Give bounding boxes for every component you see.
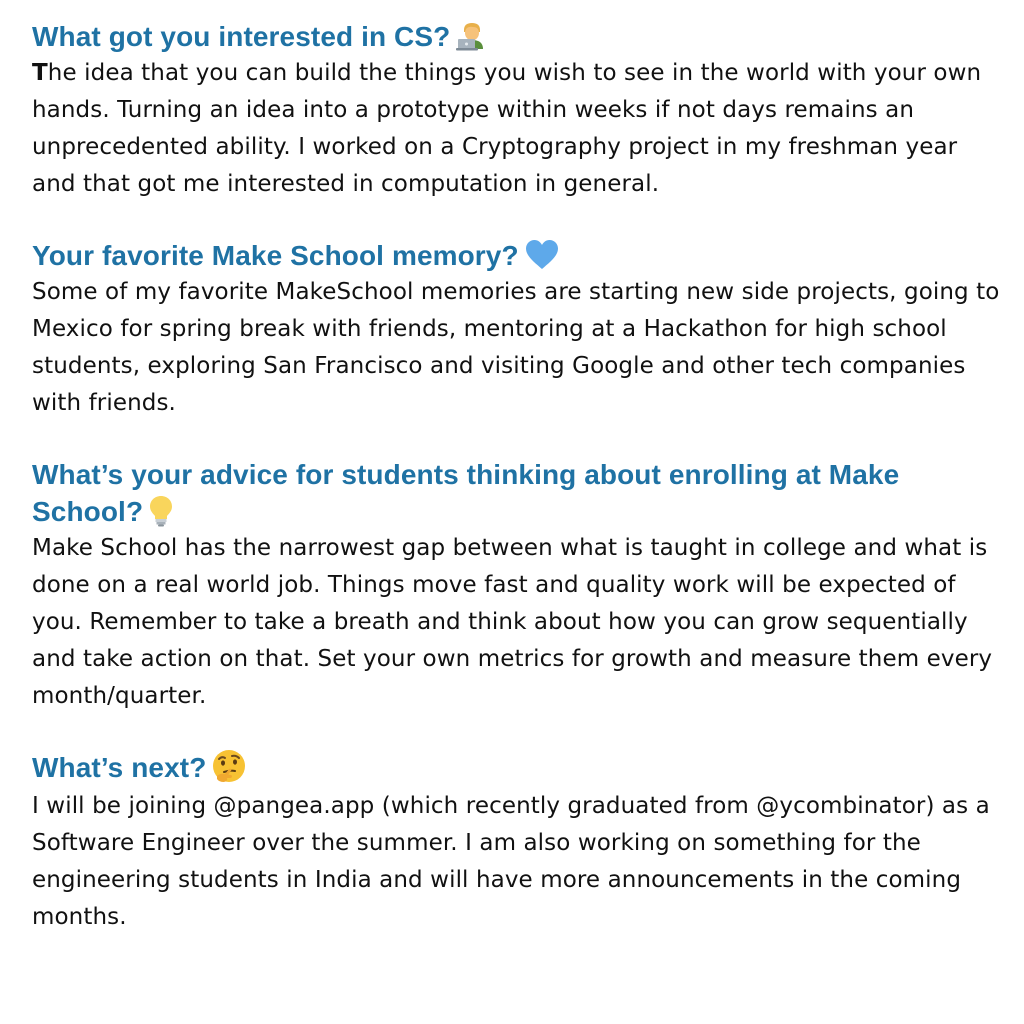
answer-text: I will be joining @pangea.app (which recently graduated from @ycombinator) as a Software Engineer over the summer. I am also working on something for the engineering students in India and will have more announcements in the coming months. (32, 792, 990, 930)
answer-text (32, 55, 1002, 203)
technologist-icon (455, 21, 489, 51)
answer-first-letter: T (32, 60, 48, 86)
thinking-face-icon (211, 749, 247, 785)
answer-body: he idea that you can build the things you wish to see in the world with your own hands. Turning an idea into a prototype within weeks if not days remains an unprecedented ability. I worked on a Cryptography project in my freshman year and that got me interested in computation in general. (32, 60, 982, 197)
question-text: What’s next? (32, 752, 207, 783)
question-heading (32, 18, 1002, 55)
question-heading (32, 749, 1002, 788)
answer-text: Some of my favorite MakeSchool memories are starting new side projects, going to Mexico for spring break with friends, mentoring at a Hackathon for high school students, exploring San Francisco and visiting Google and other tech companies with friends. (32, 279, 1000, 416)
section-advice (32, 456, 1002, 715)
light-bulb-icon (148, 495, 174, 527)
question-text: What got you interested in CS? (32, 21, 451, 52)
question-text: What’s your advice for students thinking about enrolling at Make School? (32, 459, 900, 527)
question-heading (32, 237, 1002, 274)
question-text: Your favorite Make School memory? (32, 240, 519, 271)
qa-document (32, 18, 1002, 936)
blue-heart-icon (524, 239, 560, 271)
answer-text: Make School has the narrowest gap between what is taught in college and what is done on a real world job. Things move fast and quality work will be expected of you. Remember to take a breath and think about how you can grow sequentially and take action on that. Set your own metrics for growth and measure them every month/quarter. (32, 535, 993, 709)
section-interest (32, 18, 1002, 203)
section-memory (32, 237, 1002, 422)
section-next (32, 749, 1002, 936)
question-heading (32, 456, 1002, 530)
